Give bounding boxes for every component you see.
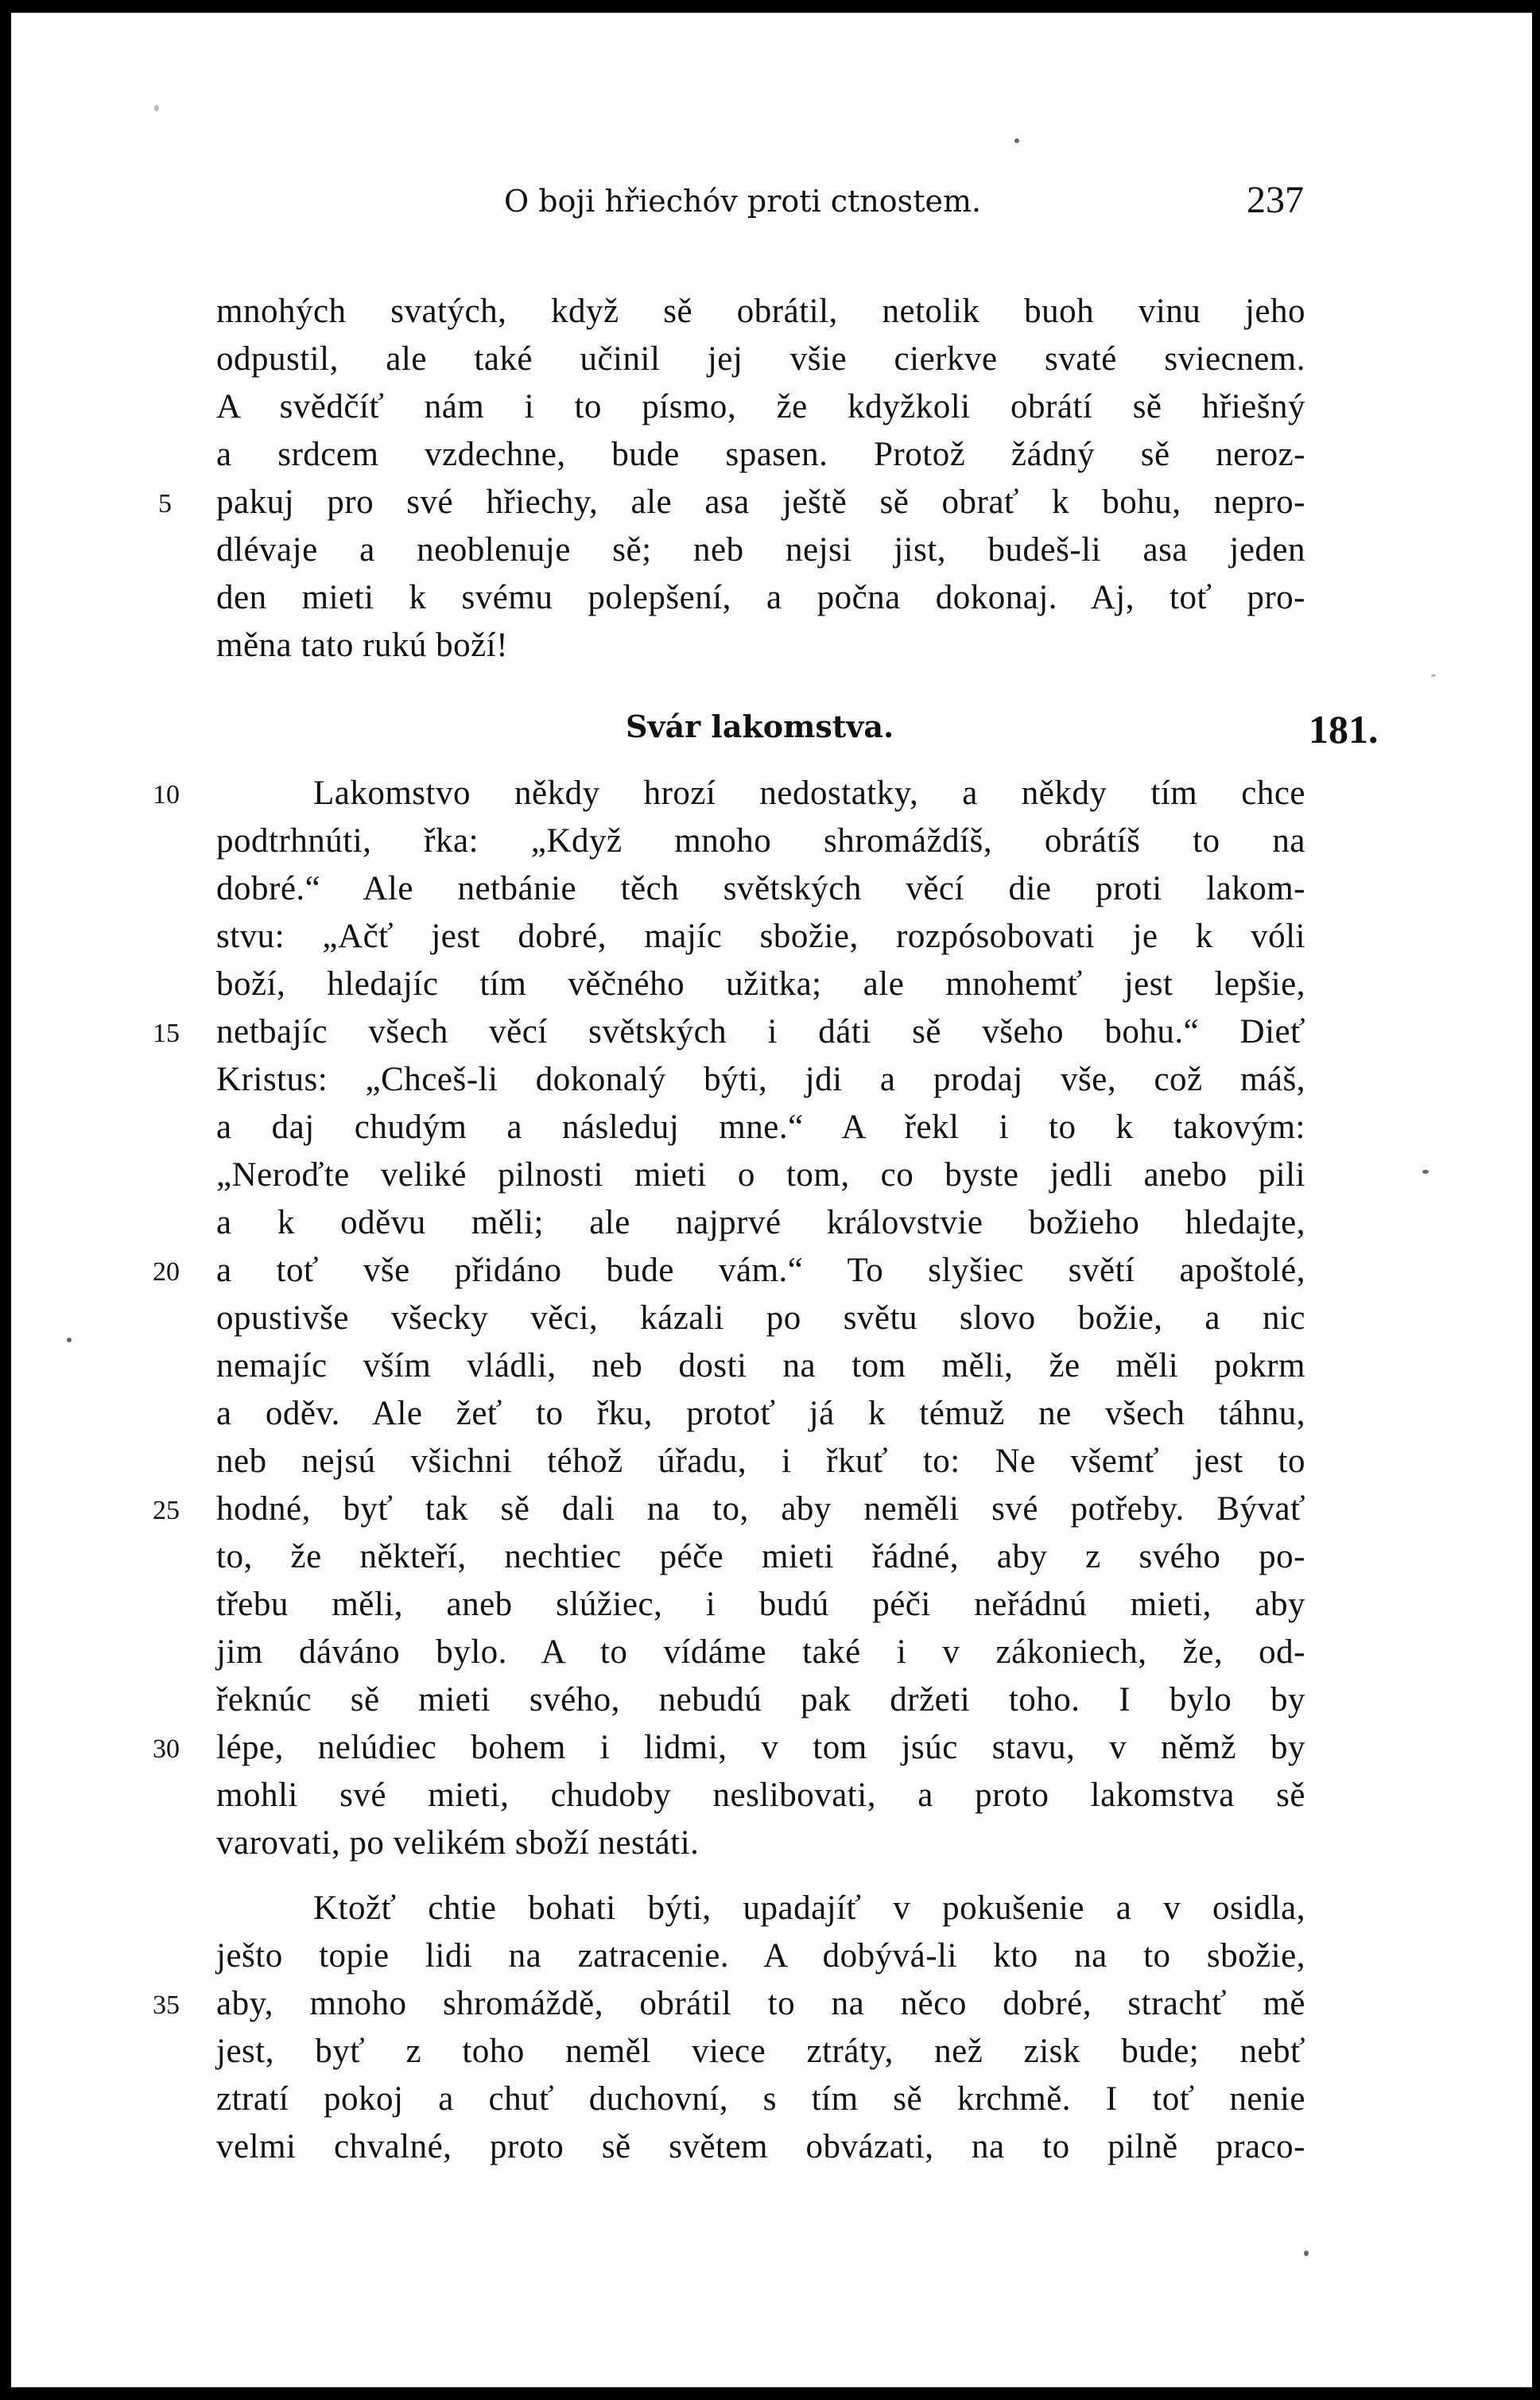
text-line: varovati, po velikém sboží nestáti. bbox=[216, 1824, 700, 1862]
text-line: dobré.“ Ale netbánie těch světských věcí die proti lakom- bbox=[216, 870, 1305, 907]
text-line: aby, mnoho shromáždě, obrátil to na něco dobré, strachť mě bbox=[216, 1985, 1305, 2022]
text-line: třebu měli, aneb slúžiec, i budú péči neřádnú mieti, aby bbox=[216, 1586, 1305, 1623]
text-line: velmi chvalné, proto sě světem obvázati, na to pilně praco- bbox=[216, 2128, 1305, 2165]
text-line: to, že někteří, nechtiec péče mieti řádné, aby z svého po- bbox=[216, 1538, 1305, 1575]
scan-speck bbox=[1014, 138, 1019, 143]
text-line: neb nejsú všichni téhož úřadu, i řkuť to: Ne všemť jest to bbox=[216, 1443, 1305, 1480]
text-line: a daj chudým a následuj mne.“ A řekl i to k takovým: bbox=[216, 1109, 1305, 1146]
text-line: nemajíc vším vládli, neb dosti na tom měli, že měli pokrm bbox=[216, 1347, 1305, 1384]
text-line: ztratí pokoj a chuť duchovní, s tím sě krchmě. I toť nenie bbox=[216, 2080, 1305, 2118]
text-line: řeknúc sě mieti svého, nebudú pak držeti toho. I bylo by bbox=[216, 1681, 1305, 1718]
line-number: 15 bbox=[153, 1019, 180, 1048]
text-line: hodné, byť tak sě dali na to, aby neměli své potřeby. Bývať bbox=[216, 1490, 1305, 1528]
text-line: a k oděvu měli; ale najprvé královstvie božieho hledajte, bbox=[216, 1204, 1305, 1241]
text-line: a toť vše přidáno bude vám.“ To slyšiec světí apoštolé, bbox=[216, 1252, 1305, 1289]
text-line: netbajíc všech věcí světských i dáti sě všeho bohu.“ Dieť bbox=[216, 1013, 1305, 1050]
page-number: 237 bbox=[1247, 179, 1304, 221]
text-line: dlévaje a neoblenuje sě; neb nejsi jist, budeš-li asa jeden bbox=[216, 531, 1305, 569]
text-line: stvu: „Ačť jest dobré, majíc sbožie, rozpósobovati je k vóli bbox=[216, 918, 1305, 955]
scan-speck bbox=[1304, 2250, 1309, 2256]
text-line: a srdcem vzdechne, bude spasen. Protož žádný sě neroz- bbox=[216, 436, 1305, 473]
text-line: mnohých svatých, když sě obrátil, netolik buoh vinu jeho bbox=[216, 293, 1305, 330]
scan-speck bbox=[154, 105, 159, 111]
text-line: boží, hledajíc tím věčného užitka; ale mnohemť jest lepšie, bbox=[216, 965, 1305, 1003]
line-number: 35 bbox=[153, 1990, 180, 2020]
running-header-title: O boji hřiechóv proti ctnostem. bbox=[504, 184, 982, 219]
line-number: 30 bbox=[153, 1734, 180, 1764]
book-page bbox=[11, 13, 1532, 2387]
text-line: Lakomstvo někdy hrozí nedostatky, a někdy tím chce bbox=[313, 775, 1305, 812]
text-line: A svědčíť nám i to písmo, že kdyžkoli obrátí sě hřiešný bbox=[216, 388, 1305, 425]
text-line: mohli své mieti, chudoby neslibovati, a proto lakomstva sě bbox=[216, 1777, 1305, 1814]
section-title: Svár lakomstva. bbox=[626, 709, 894, 744]
scan-speck bbox=[67, 1338, 72, 1342]
text-line: jest, byť z toho neměl viece ztráty, než zisk bude; nebť bbox=[216, 2033, 1305, 2070]
text-line: a oděv. Ale žeť to řku, protoť já k témuž ne všech táhnu, bbox=[216, 1395, 1305, 1432]
text-line: lépe, nelúdiec bohem i lidmi, v tom jsúc stavu, v němž by bbox=[216, 1729, 1305, 1766]
text-line: Kristus: „Chceš-li dokonalý býti, jdi a prodaj vše, což máš, bbox=[216, 1061, 1305, 1098]
text-line: odpustil, ale také učinil jej všie cierkve svaté sviecnem. bbox=[216, 340, 1305, 378]
scan-speck bbox=[1422, 1170, 1429, 1174]
line-number: 10 bbox=[153, 780, 180, 810]
text-line: den mieti k svému polepšení, a počna dokonaj. Aj, toť pro- bbox=[216, 579, 1305, 616]
text-line: „Neroďte veliké pilnosti mieti o tom, co byste jedli anebo pili bbox=[216, 1156, 1305, 1194]
line-number: 20 bbox=[153, 1257, 180, 1287]
text-line: Ktožť chtie bohati býti, upadajíť v pokušenie a v osidla, bbox=[313, 1889, 1305, 1927]
line-number: 25 bbox=[153, 1496, 180, 1525]
text-line: pakuj pro své hřiechy, ale asa ještě sě obrať k bohu, nepro- bbox=[216, 483, 1305, 521]
section-number: 181. bbox=[1309, 707, 1379, 751]
text-line: ješto topie lidi na zatracenie. A dobývá-li kto na to sbožie, bbox=[216, 1937, 1305, 1975]
scan-speck bbox=[1431, 674, 1436, 677]
text-line: jim dáváno bylo. A to vídáme také i v zákoniech, že, od- bbox=[216, 1633, 1305, 1671]
text-line: opustivše všecky věci, kázali po světu slovo božie, a nic bbox=[216, 1299, 1305, 1337]
text-line: podtrhnúti, řka: „Když mnoho shromáždíš, obrátíš to na bbox=[216, 822, 1305, 860]
line-number: 5 bbox=[158, 489, 172, 518]
text-line: měna tato rukú boží! bbox=[216, 627, 509, 664]
